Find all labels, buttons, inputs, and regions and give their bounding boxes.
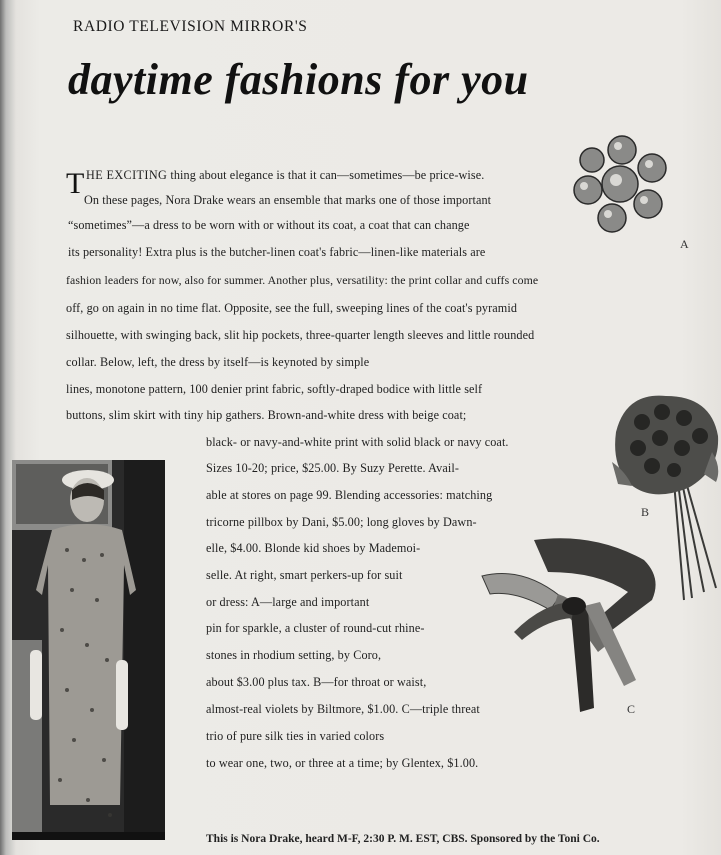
article-line: silhouette, with swinging back, slit hip pockets, three-quarter length sleeves and little rounded — [66, 328, 535, 342]
label-a: A — [680, 237, 689, 251]
label-c: C — [627, 702, 636, 716]
silk-ties — [474, 532, 664, 722]
article-line: or dress: A—large and important — [206, 595, 370, 609]
article-line: tricorne pillbox by Dani, $5.00; long gloves by Dawn- — [206, 515, 477, 529]
article-line: collar. Below, left, the dress by itself—is keynoted by simple — [66, 355, 370, 369]
article-line: black- or navy-and-white print with solid black or navy coat. — [206, 435, 509, 449]
drop-cap: T — [66, 167, 85, 200]
masthead: RADIO TELEVISION MIRROR'S — [73, 18, 308, 35]
photo-caption: This is Nora Drake, heard M-F, 2:30 P. M. EST, CBS. Sponsored by the Toni Co. — [206, 833, 600, 845]
article-line: On these pages, Nora Drake wears an ensemble that marks one of those important — [84, 193, 492, 207]
lead-rest: thing about elegance is that it can—sometimes—be price-wise. — [167, 168, 485, 182]
article-line: almost-real violets by Biltmore, $1.00. C—triple threat — [206, 702, 480, 716]
article-line: Sizes 10-20; price, $25.00. By Suzy Perette. Avail- — [206, 461, 459, 475]
article-line: pin for sparkle, a cluster of round-cut rhine- — [206, 621, 425, 635]
article-line: about $3.00 plus tax. B—for throat or waist, — [206, 675, 427, 689]
article-line: fashion leaders for now, also for summer. Another plus, versatility: the print collar and cuffs come — [66, 273, 539, 287]
article-line: to wear one, two, or three at a time; by Glentex, $1.00. — [206, 756, 479, 770]
article-lead-line — [86, 168, 484, 183]
article-line: “sometimes”—a dress to be worn with or without its coat, a coat that can change — [68, 218, 470, 232]
rhinestone-cluster-pin — [566, 134, 678, 236]
article-line: buttons, slim skirt with tiny hip gathers. Brown-and-white dress with beige coat; — [66, 408, 467, 422]
article-line: stones in rhodium setting, by Coro, — [206, 648, 382, 662]
article-line: off, go on again in no time flat. Opposite, see the full, sweeping lines of the coat's pyramid — [66, 301, 518, 315]
lead-small-caps: HE EXCITING — [86, 168, 168, 182]
headline: daytime fashions for you — [68, 55, 529, 104]
label-b: B — [641, 505, 650, 519]
article-line: able at stores on page 99. Blending accessories: matching — [206, 488, 493, 502]
article-line: selle. At right, smart perkers-up for suit — [206, 568, 403, 582]
article-line: its personality! Extra plus is the butcher-linen coat's fabric—linen-like materials are — [68, 245, 486, 259]
article-line: lines, monotone pattern, 100 denier print fabric, softly-draped bodice with little self — [66, 382, 483, 396]
woman-in-print-dress-photo — [12, 460, 165, 840]
article-line: trio of pure silk ties in varied colors — [206, 729, 385, 743]
article-line: elle, $4.00. Blonde kid shoes by Mademoi- — [206, 541, 421, 555]
